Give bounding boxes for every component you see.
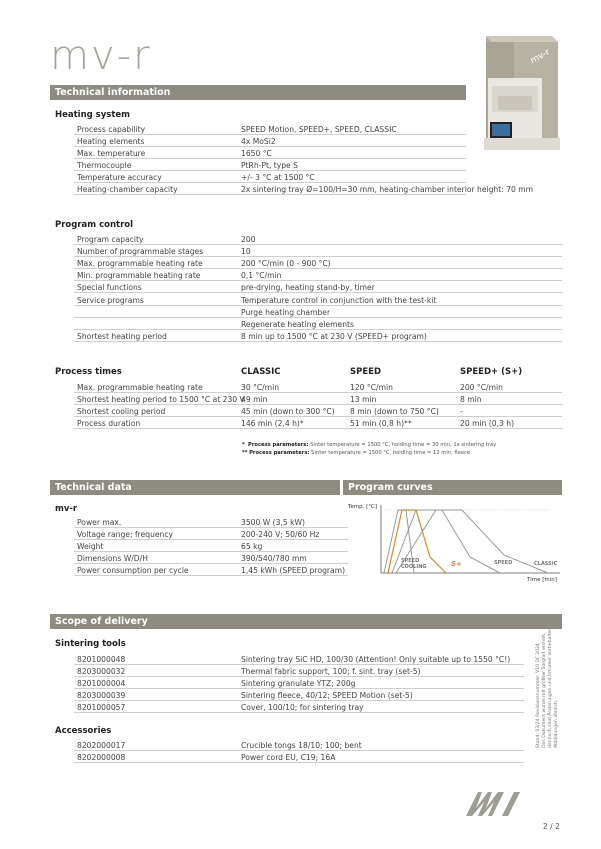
spec-row bbox=[74, 124, 466, 135]
article-description: Sintering fleece, 40/12; SPEED Motion (set-5) bbox=[241, 691, 413, 701]
spec-label: Service programs bbox=[77, 295, 144, 305]
spec-value: 10 bbox=[241, 247, 251, 257]
spec-value: Regenerate heating elements bbox=[241, 319, 354, 329]
spec-label: Max. temperature bbox=[77, 149, 146, 158]
speed-value: 8 min (down to 750 °C) bbox=[350, 407, 439, 416]
tech-data-label: Power consumption per cycle bbox=[77, 566, 189, 575]
product-badge: mv-r bbox=[528, 47, 552, 67]
chart-y-label: Temp. [°C] bbox=[348, 504, 378, 510]
document-revision-note: Stand: 03/24 Revisionsnummer: V10 DF 2024 Das Dokument wurde mit größter Sorgfalt erstellt, dennoch sind Änderungen und Irrtümer vorbehalten. Abbildungen ähnlich. bbox=[536, 626, 559, 748]
speed-plus-value: 8 min bbox=[460, 395, 482, 404]
spec-label: Special functions bbox=[77, 283, 142, 293]
speed-value: 51 min (0,8 h)** bbox=[350, 419, 412, 428]
process-time-row bbox=[74, 382, 562, 393]
spec-label: Number of programmable stages bbox=[77, 247, 204, 257]
process-label: Shortest cooling period bbox=[77, 407, 166, 416]
delivery-item-row bbox=[74, 654, 524, 665]
spec-row bbox=[74, 148, 466, 159]
spec-value: PtRh-Pt, type S bbox=[241, 161, 298, 170]
classic-value: 45 min (down to 300 °C) bbox=[241, 407, 335, 416]
label-classic: CLASSIC bbox=[534, 561, 558, 567]
section-technical-data: Technical data bbox=[50, 480, 340, 495]
spec-row bbox=[74, 160, 466, 171]
spec-label: Process capability bbox=[77, 125, 146, 134]
delivery-item-row bbox=[74, 740, 524, 751]
spec-label: Temperature accuracy bbox=[77, 173, 162, 182]
spec-row bbox=[74, 172, 466, 183]
tech-data-label: Dimensions W/D/H bbox=[77, 554, 148, 563]
sintering-tools-heading: Sintering tools bbox=[55, 639, 126, 649]
spec-value: 200 °C/min (0 - 900 °C) bbox=[241, 259, 331, 269]
brand-logo: mv-r bbox=[50, 33, 152, 79]
delivery-item-row bbox=[74, 752, 524, 763]
program-control-heading: Program control bbox=[55, 220, 134, 230]
process-time-row bbox=[74, 394, 562, 405]
article-description: Sintering granulate YTZ; 200g bbox=[241, 679, 356, 689]
spec-value: 8 min up to 1500 °C at 230 V (SPEED+ program) bbox=[241, 331, 427, 341]
article-description: Cover, 100/10; for sintering tray bbox=[241, 703, 364, 713]
article-number: 8202000008 bbox=[77, 753, 126, 762]
spec-value: 1650 °C bbox=[241, 149, 272, 158]
spec-label: Shortest heating period bbox=[77, 331, 167, 341]
program-curves-chart bbox=[340, 497, 565, 587]
column-speed: SPEED bbox=[350, 367, 382, 377]
spec-value: 0,1 °C/min bbox=[241, 271, 282, 281]
classic-value: 49 min bbox=[241, 395, 268, 404]
spec-label: Thermocouple bbox=[77, 161, 132, 170]
delivery-item-row bbox=[74, 678, 524, 689]
article-number: 8202000017 bbox=[77, 741, 126, 750]
speed-value: 13 min bbox=[350, 395, 377, 404]
spec-row bbox=[74, 307, 562, 318]
article-description: Thermal fabric support, 100; f. sint. tray (set-5) bbox=[241, 667, 421, 677]
spec-value: +/- 3 °C at 1500 °C bbox=[241, 173, 315, 182]
delivery-item-row bbox=[74, 666, 524, 677]
spec-row bbox=[74, 295, 562, 306]
article-number: 8201000048 bbox=[77, 655, 126, 664]
tech-data-label: Voltage range; frequency bbox=[77, 530, 174, 539]
article-number: 8203000039 bbox=[77, 691, 126, 701]
article-description: Sintering tray SiC HD, 100/30 (Attention! Only suitable up to 1550 °C!) bbox=[241, 655, 511, 664]
process-label: Max. programmable heating rate bbox=[77, 383, 203, 392]
footnote-1: * Process parameters: Sinter temperature = 1500 °C, holding time = 30 min, 1x sintering tray bbox=[242, 442, 497, 448]
technical-data-model-heading: mv-r bbox=[55, 504, 78, 514]
tech-data-row bbox=[74, 541, 348, 552]
section-scope-of-delivery: Scope of delivery bbox=[50, 614, 562, 629]
spec-value: Purge heating chamber bbox=[241, 307, 331, 317]
heating-system-heading: Heating system bbox=[55, 110, 131, 120]
spec-row bbox=[74, 258, 562, 269]
article-number: 8201000057 bbox=[77, 703, 126, 713]
accessories-heading: Accessories bbox=[55, 726, 112, 736]
label-speed-plus: S+ bbox=[451, 560, 462, 568]
tech-data-row bbox=[74, 517, 348, 528]
section-technical-information: Technical information bbox=[50, 85, 466, 100]
speed-plus-value: 20 min (0,3 h) bbox=[460, 419, 515, 428]
article-description: Power cord EU, C19; 16A bbox=[241, 753, 336, 762]
spec-value: 4x MoSi2 bbox=[241, 137, 276, 146]
speed-plus-value: 200 °C/min bbox=[460, 383, 503, 392]
spec-row bbox=[74, 234, 562, 245]
article-number: 8201000004 bbox=[77, 679, 126, 689]
label-speed-cooling-2: COOLING bbox=[401, 564, 427, 570]
spec-value: SPEED Motion, SPEED+, SPEED, CLASSIC bbox=[241, 125, 397, 134]
spec-row bbox=[74, 270, 562, 281]
delivery-item-row bbox=[74, 690, 524, 701]
spec-label: Program capacity bbox=[77, 235, 144, 244]
article-description: Crucible tongs 18/10; 100; bent bbox=[241, 741, 362, 750]
process-times-heading: Process times bbox=[55, 367, 122, 377]
spec-row bbox=[74, 282, 562, 293]
spec-label: Min. programmable heating rate bbox=[77, 271, 201, 281]
spec-label: Heating elements bbox=[77, 137, 145, 146]
spec-label: Heating-chamber capacity bbox=[77, 185, 178, 194]
tech-data-row bbox=[74, 565, 348, 576]
spec-row bbox=[74, 246, 562, 257]
page-number: 2 / 2 bbox=[543, 822, 560, 831]
spec-value: Temperature control in conjunction with the test-kit bbox=[241, 295, 437, 305]
spec-row bbox=[74, 136, 466, 147]
tech-data-value: 1,45 kWh (SPEED program) bbox=[241, 566, 346, 575]
classic-value: 146 min (2,4 h)* bbox=[241, 419, 304, 428]
speed-plus-value: - bbox=[460, 407, 463, 416]
spec-row bbox=[74, 331, 562, 342]
classic-value: 30 °C/min bbox=[241, 383, 280, 392]
tech-data-value: 65 kg bbox=[241, 542, 263, 551]
chart-x-label: Time [min] bbox=[527, 577, 557, 583]
tech-data-row bbox=[74, 529, 348, 540]
spec-row bbox=[74, 184, 534, 195]
tech-data-label: Weight bbox=[77, 542, 104, 551]
spec-row bbox=[74, 319, 562, 330]
tech-data-row bbox=[74, 553, 348, 564]
tech-data-value: 200-240 V; 50/60 Hz bbox=[241, 530, 320, 539]
column-speed-plus: SPEED+ (S+) bbox=[460, 367, 523, 377]
footnote-2: ** Process parameters: Sinter temperature = 1500 °C, holding time = 12 min, fleece bbox=[242, 450, 471, 456]
delivery-item-row bbox=[74, 702, 524, 713]
article-number: 8203000032 bbox=[77, 667, 126, 677]
label-speed: SPEED bbox=[494, 560, 513, 566]
process-time-row bbox=[74, 406, 562, 417]
speed-value: 120 °C/min bbox=[350, 383, 393, 392]
spec-value: 200 bbox=[241, 235, 256, 244]
company-logo bbox=[462, 786, 524, 820]
column-classic: CLASSIC bbox=[241, 367, 281, 377]
tech-data-label: Power max. bbox=[77, 518, 122, 527]
spec-value: 2x sintering tray Ø=100/H=30 mm, heating-chamber interior height: 70 mm bbox=[241, 185, 534, 194]
spec-value: pre-drying, heating stand-by, timer bbox=[241, 283, 375, 293]
label-speed-cooling-1: SPEED bbox=[401, 558, 420, 564]
process-label: Shortest heating period to 1500 °C at 230 V bbox=[77, 395, 245, 404]
process-label: Process duration bbox=[77, 419, 141, 428]
tech-data-value: 390/540/780 mm bbox=[241, 554, 307, 563]
section-program-curves: Program curves bbox=[343, 480, 562, 495]
process-time-row bbox=[74, 418, 562, 429]
spec-label: Max. programmable heating rate bbox=[77, 259, 203, 269]
tech-data-value: 3500 W (3,5 kW) bbox=[241, 518, 305, 527]
